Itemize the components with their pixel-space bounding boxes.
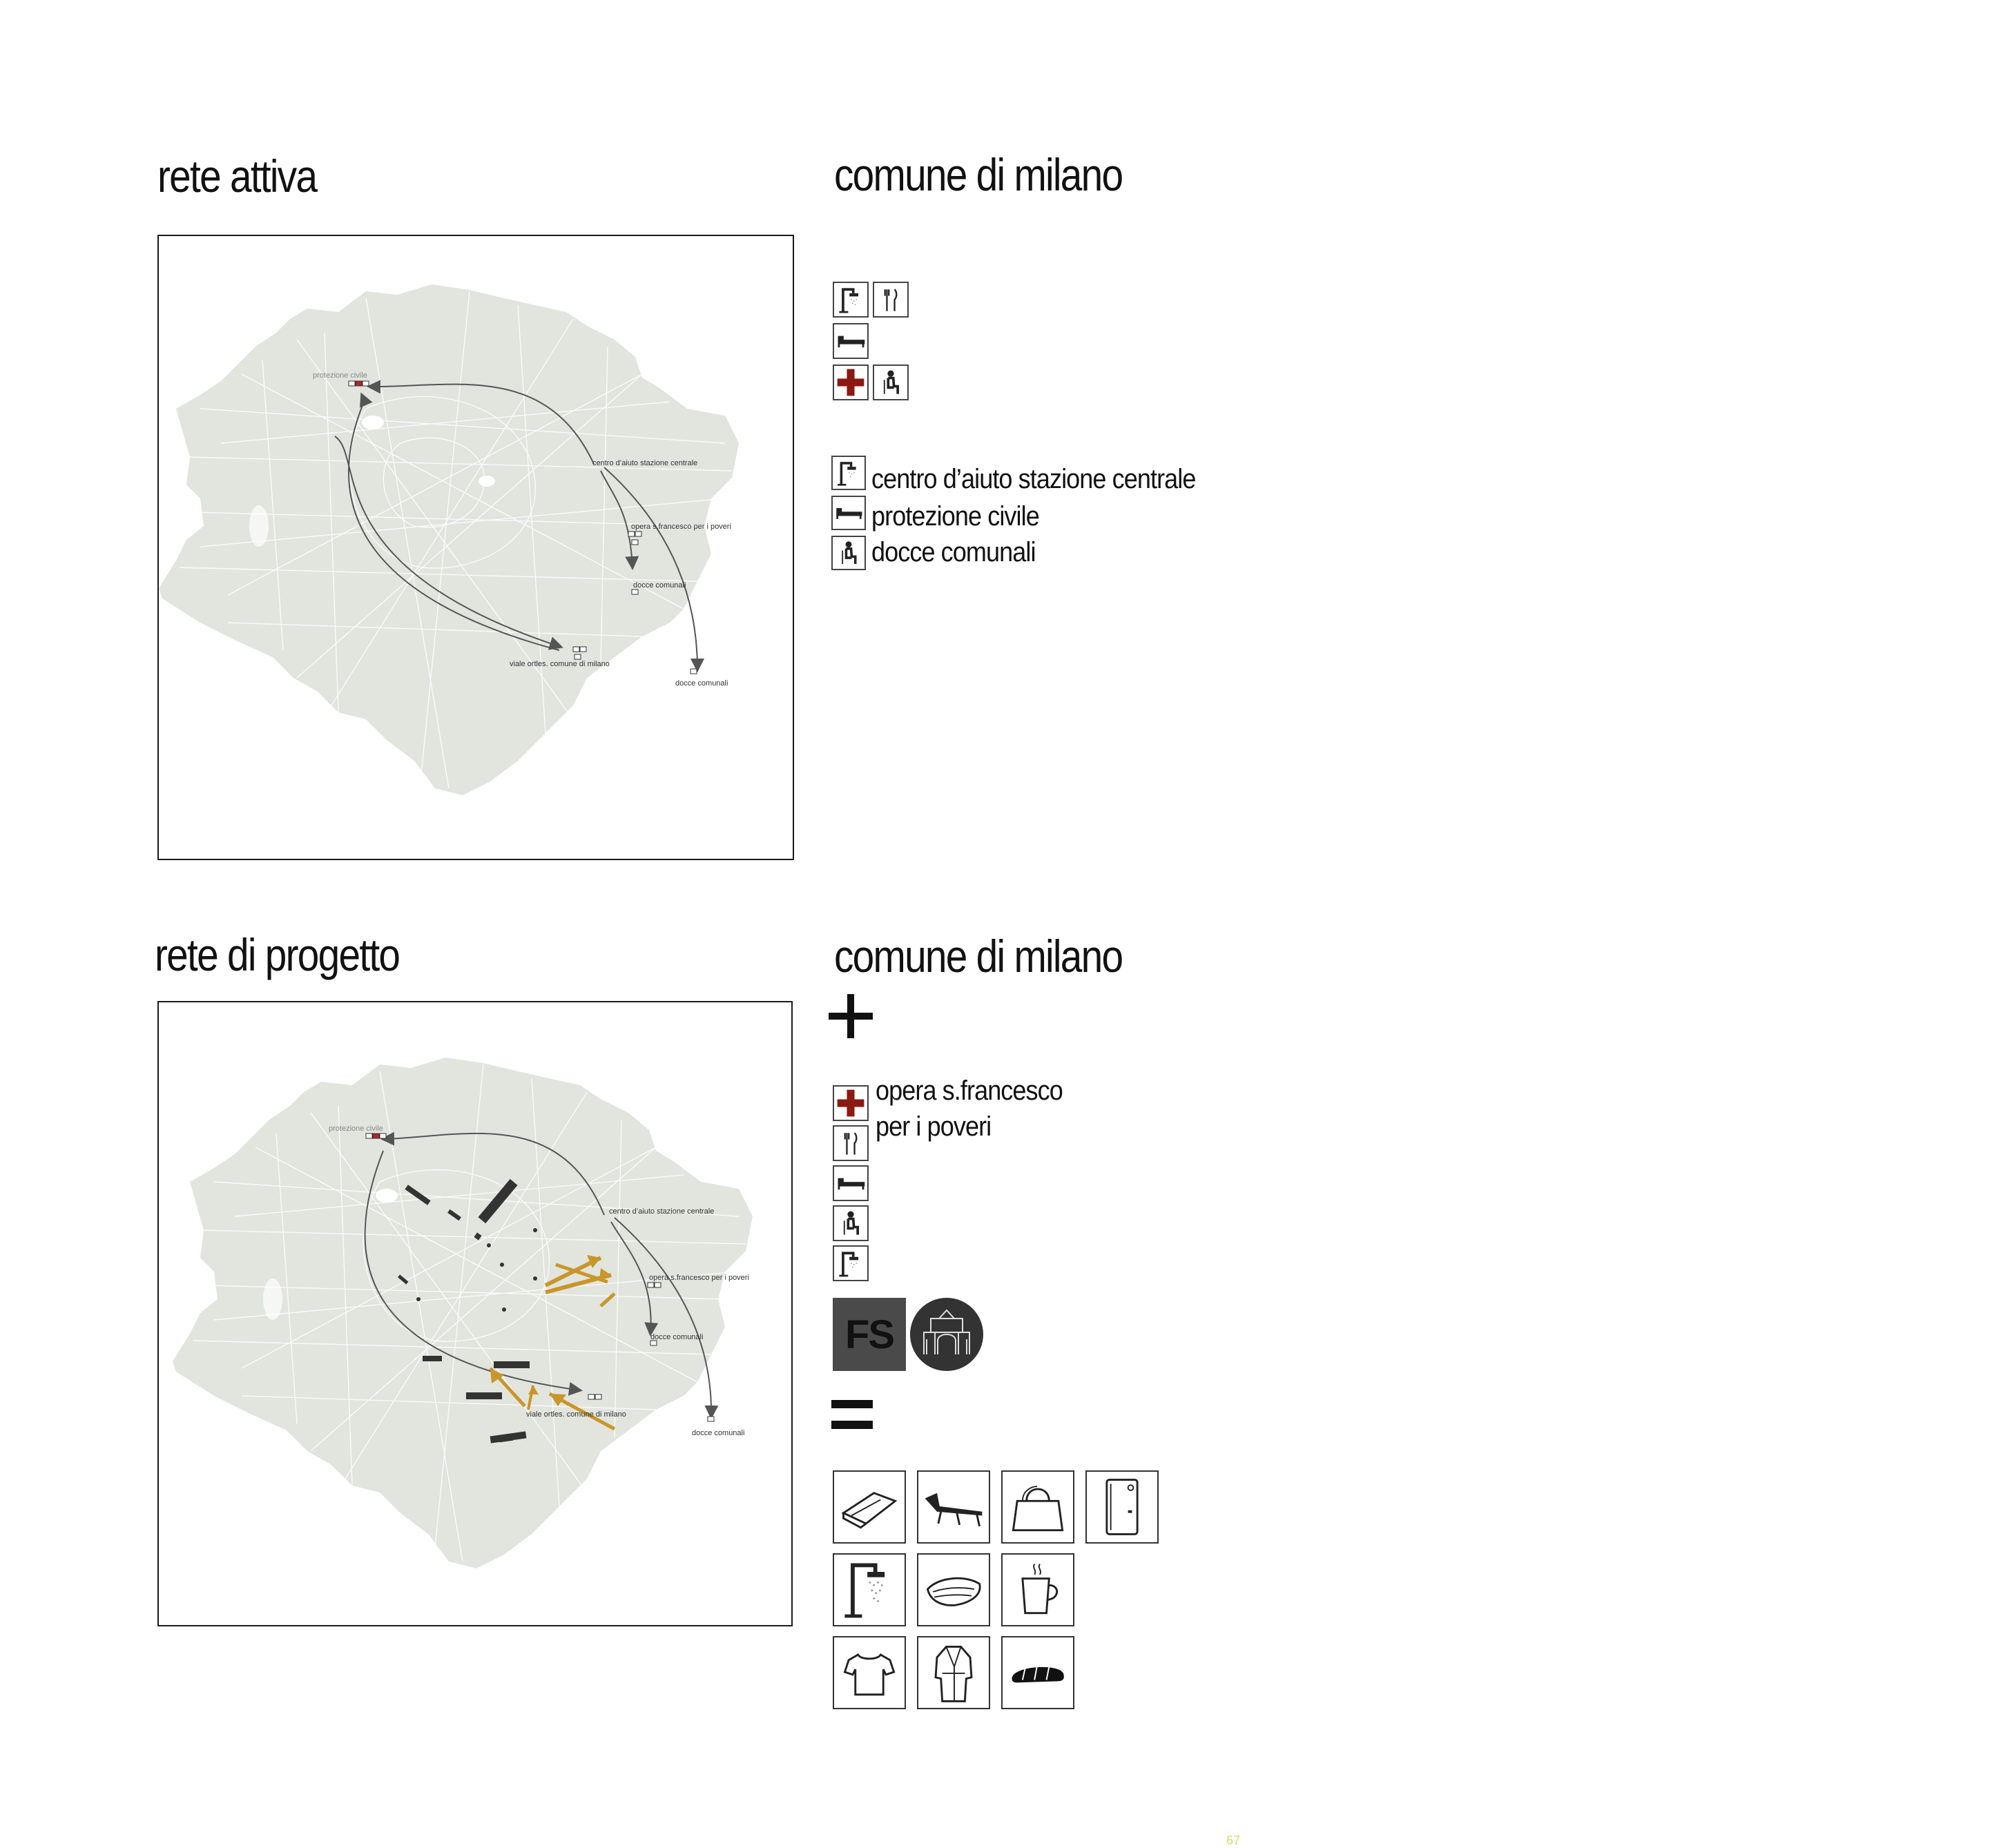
milan-map-project-svg <box>159 1002 791 1625</box>
side-title-active: comune di milano <box>834 149 1123 200</box>
legend-label-centro: centro d’aiuto stazione centrale <box>871 464 1196 494</box>
map-active <box>157 235 794 860</box>
milan-map-active-svg <box>159 236 793 859</box>
shower-icon <box>833 282 869 318</box>
map-label-docce-1: docce comunali <box>650 1333 704 1341</box>
blanket-icon <box>917 1553 990 1626</box>
station-building-icon <box>910 1298 983 1371</box>
locker-icon <box>1085 1470 1159 1544</box>
cutlery-icon <box>873 282 909 318</box>
seated-person-icon <box>873 364 909 400</box>
opera-label-line1: opera s.francesco <box>876 1076 1063 1106</box>
section-title-project: rete di progetto <box>155 929 400 980</box>
bag-icon <box>1001 1470 1074 1544</box>
map-label-opera: opera s.francesco per i poveri <box>649 1274 749 1282</box>
red-cross-icon <box>833 1085 869 1121</box>
shower-icon <box>833 1245 869 1281</box>
red-cross-icon <box>833 364 869 400</box>
map-label-viale: viale ortles. comune di milano <box>510 660 610 668</box>
cup-icon <box>1001 1553 1074 1626</box>
map-label-viale: viale ortles. comune di milano <box>526 1410 626 1419</box>
legend-label-docce: docce comunali <box>871 537 1036 567</box>
map-label-docce-2: docce comunali <box>692 1429 745 1437</box>
map-label-protezione: protezione civile <box>329 1125 383 1133</box>
map-label-protezione: protezione civile <box>313 371 367 380</box>
shower-icon <box>833 1553 906 1626</box>
bed-icon <box>833 323 869 359</box>
map-label-opera: opera s.francesco per i poveri <box>631 523 731 531</box>
legend-bed-icon <box>831 496 866 530</box>
map-label-centro: centro d’aiuto stazione centrale <box>609 1207 715 1216</box>
tshirt-icon <box>833 1636 906 1709</box>
city-area <box>159 284 739 795</box>
opera-label-line2: per i poveri <box>876 1111 992 1142</box>
fs-logo: FS <box>833 1298 906 1371</box>
legend-seated-person-icon <box>831 536 866 570</box>
equals-sign <box>831 1400 873 1432</box>
cutlery-icon <box>833 1125 869 1161</box>
bed-icon <box>833 1165 869 1201</box>
section-title-active: rete attiva <box>157 150 317 202</box>
map-label-centro: centro d’aiuto stazione centrale <box>592 459 698 467</box>
legend-label-protezione: protezione civile <box>871 501 1039 532</box>
page-number: 67 <box>1226 1834 1241 1847</box>
map-project <box>157 1001 793 1626</box>
legend-shower-icon <box>831 456 866 490</box>
bathrobe-icon <box>917 1636 990 1709</box>
bread-icon <box>1001 1636 1074 1709</box>
seated-person-icon <box>833 1205 869 1241</box>
map-label-docce-2: docce comunali <box>675 679 728 688</box>
sleeping-bag-icon <box>833 1470 906 1544</box>
map-label-docce-1: docce comunali <box>633 581 686 590</box>
plus-sign <box>829 994 873 1038</box>
lounger-icon <box>917 1470 990 1544</box>
side-title-project: comune di milano <box>834 931 1123 982</box>
